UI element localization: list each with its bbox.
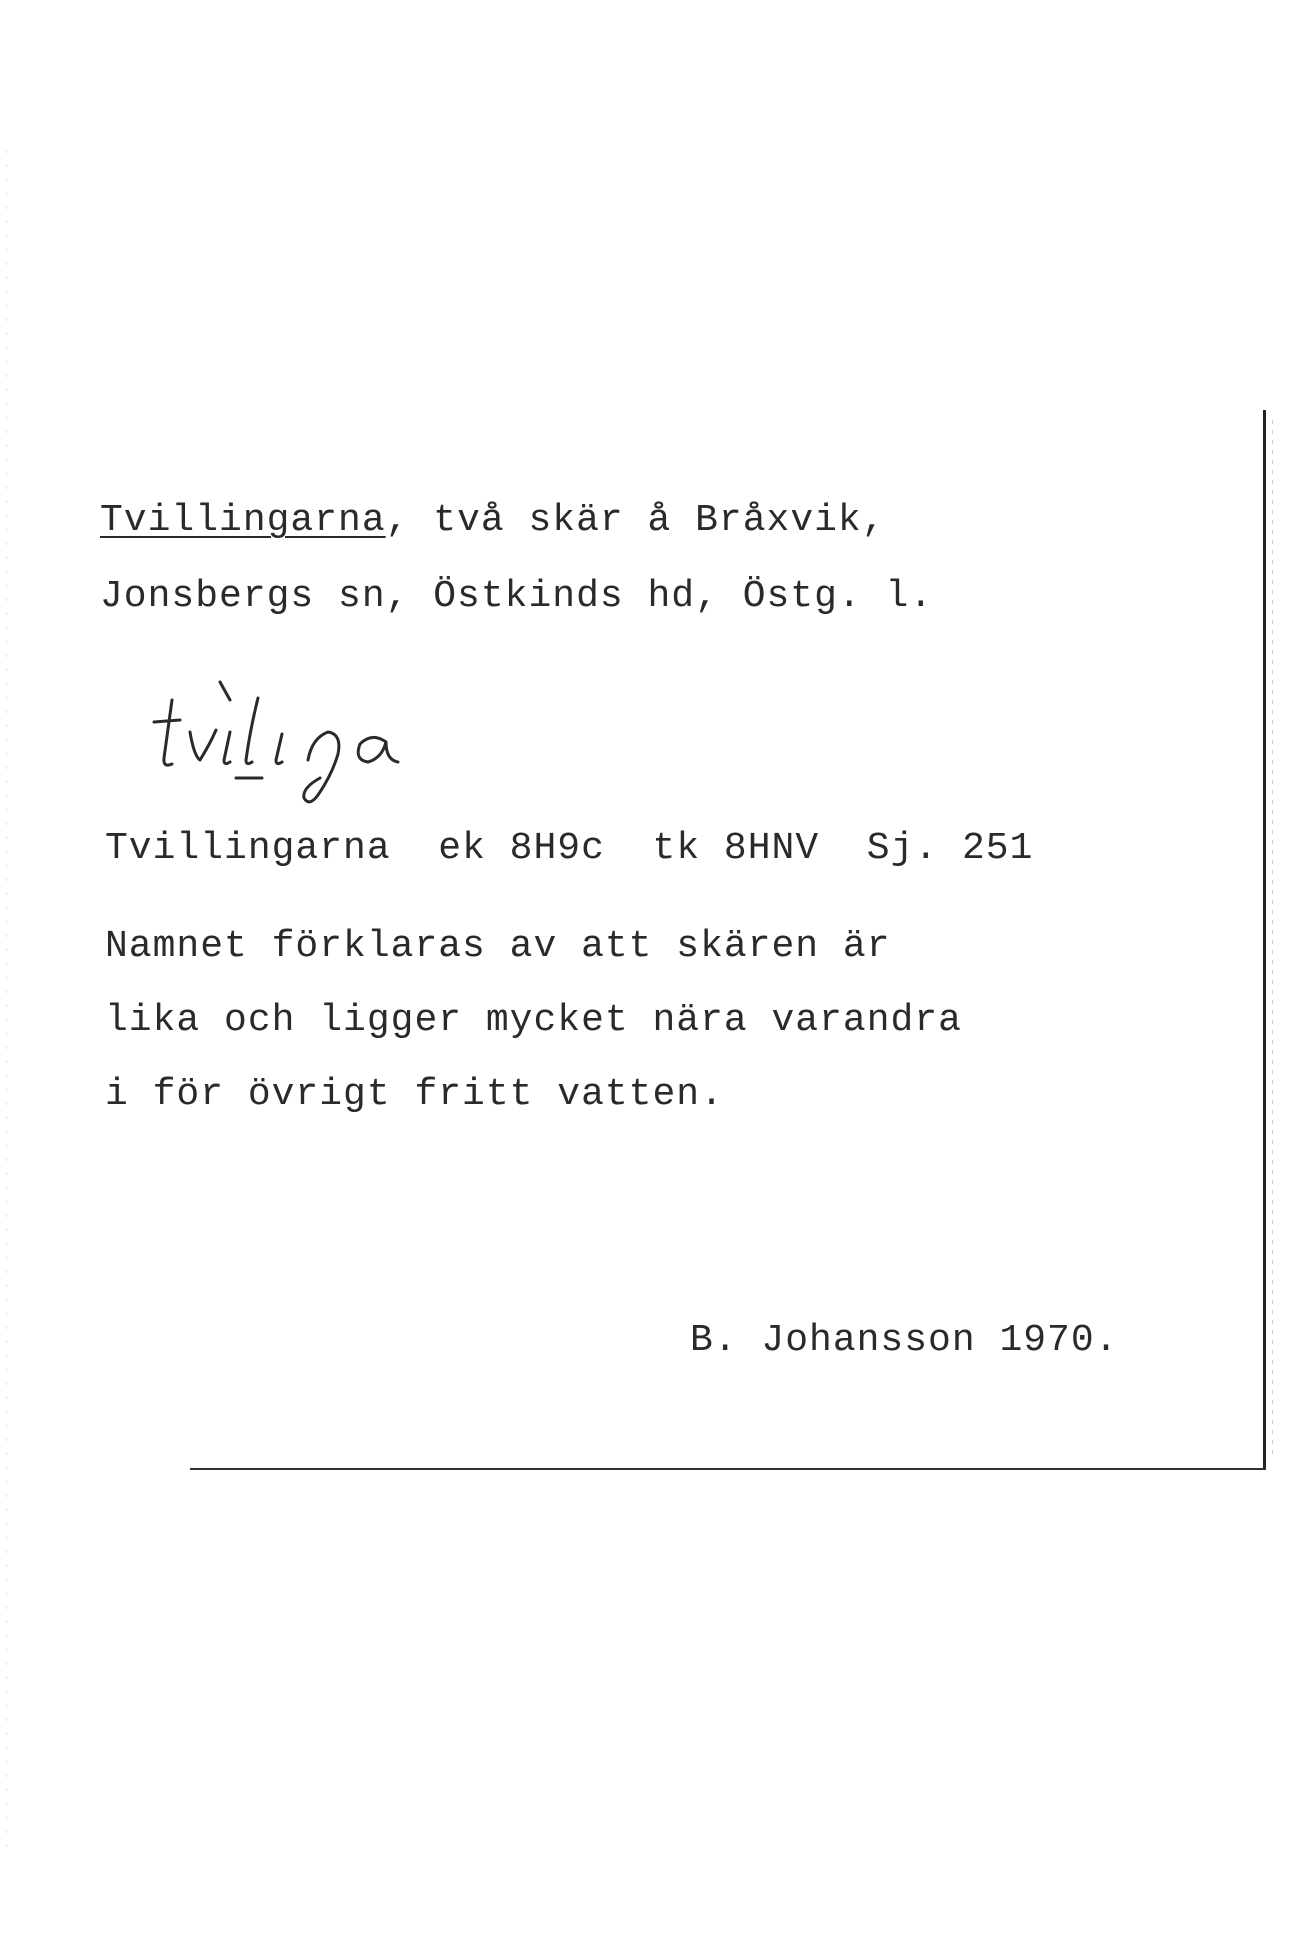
card-bottom-edge	[190, 1468, 1266, 1470]
handwritten-pronunciation	[150, 660, 450, 810]
card-right-edge-shadow	[1272, 420, 1273, 1460]
scan-edge-artifact	[6, 150, 7, 1850]
explanation-line-1: Namnet förklaras av att skären är	[105, 925, 891, 968]
reference-sj: Sj. 251	[866, 827, 1034, 870]
heading-line-2: Jonsbergs sn, Östkinds hd, Östg. l.	[100, 575, 934, 618]
headword: Tvillingarna	[100, 499, 386, 542]
heading-line-1-rest: , två skär å Bråxvik,	[385, 499, 886, 542]
signature: B. Johansson 1970.	[690, 1319, 1119, 1362]
heading-line-1	[100, 499, 886, 542]
explanation-line-2: lika och ligger mycket nära varandra	[105, 999, 962, 1042]
reference-ek: ek 8H9c	[438, 827, 605, 870]
reference-name: Tvillingarna	[105, 827, 391, 870]
reference-tk: tk 8HNV	[652, 827, 820, 870]
card-right-edge	[1263, 410, 1266, 1470]
explanation-line-3: i för övrigt fritt vatten.	[105, 1073, 724, 1116]
reference-line	[105, 827, 1034, 870]
